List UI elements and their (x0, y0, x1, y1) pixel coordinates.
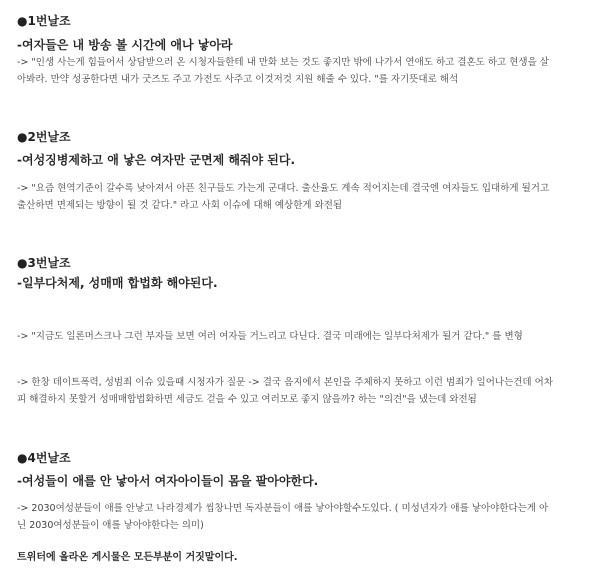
section-3-paragraph-1: -> "지금도 일론머스크나 그런 부자들 보면 여러 여자들 거느리고 다닌다. 결국 미래에는 일부다처제가 될거 같다." 를 변형 (17, 331, 523, 342)
section-3-paragraph-2: -> 한창 데이트폭력, 성범죄 이슈 있을때 시청자가 질문 -> 결국 음지에서 본인을 주체하지 못하고 이런 범죄가 일어나는건데 어차피 해결하지 못할거 성매매합법화하면 세금도 걷을 수 있고 여러모로 좋지 않을까? 하는 "의견"을 냈는데 와전됨 (17, 377, 553, 405)
section-4-paragraph-1: -> 2030여성분들이 애를 안낳고 나라경제가 씹창나면 독자분들이 애를 낳아야할수도있다. ( 미성년자가 애를 낳아야한다는게 아닌 2030여성분들이 애를 낳아야한다는 의미) (17, 503, 549, 531)
section-2-headline: -여성징병제하고 애 낳은 여자만 군면제 해줘야 된다. (17, 153, 296, 167)
footer-note: 트위터에 올라온 게시물은 모든부분이 거짓말이다. (17, 552, 238, 563)
section-1-paragraph-1: -> "인생 사는게 힘들어서 상담받으러 온 시청자들한테 내 만화 보는 것도 좋지만 밖에 나가서 연애도 하고 결혼도 하고 현생을 살아봐라. 만약 성공한다면 내가 굿즈도 주고 가전도 사주고 이것저것 지원 해줄 수 있다. "를 자기뜻대로 해석 (17, 57, 549, 85)
section-4-title: ●4번날조 (17, 451, 71, 465)
section-2-paragraph-1: -> "요즘 현역기준이 갈수록 낮아져서 아픈 친구들도 가는게 군대다. 출산율도 계속 적어지는데 결국엔 여자들도 입대하게 될거고 출산하면 면제되는 방향이 될 것 같다." 라고 사회 이슈에 대해 예상한게 와전됨 (17, 183, 550, 211)
section-1-title: ●1번날조 (17, 14, 71, 28)
section-3-headline: -일부다처제, 성매매 합법화 해야된다. (17, 276, 218, 290)
section-4-headline: -여성들이 애를 안 낳아서 여자아이들이 몸을 팔아야한다. (17, 474, 319, 488)
section-3-title: ●3번날조 (17, 256, 71, 270)
section-2-title: ●2번날조 (17, 130, 71, 144)
section-1-headline: -여자들은 내 방송 볼 시간에 애나 낳아라 (17, 38, 233, 52)
